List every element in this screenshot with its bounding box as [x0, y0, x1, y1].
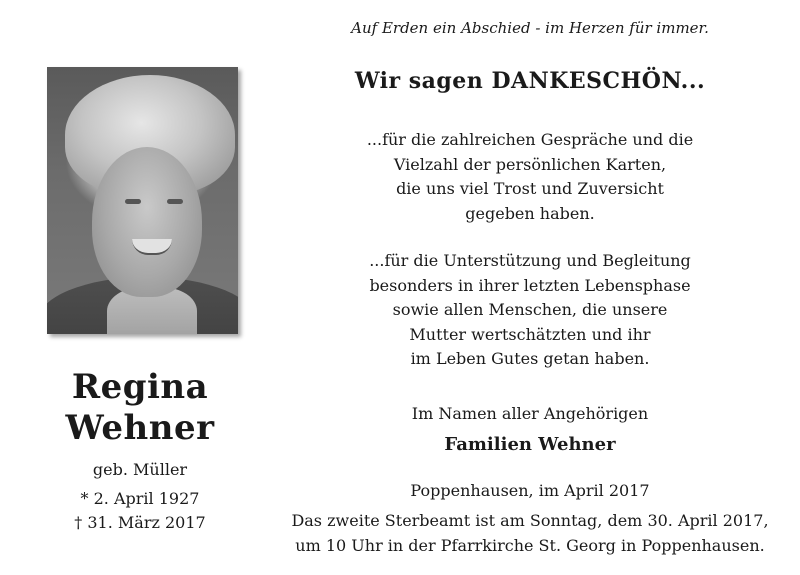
paragraph-line: besonders in ihrer letzten Lebensphase	[369, 275, 691, 295]
paragraph-line: die uns viel Trost und Zuversicht	[396, 179, 664, 198]
paragraph-line: gegeben haben.	[465, 203, 595, 223]
photo-eye-left	[125, 199, 141, 204]
birth-date: * 2. April 1927	[80, 489, 200, 508]
paragraph-line: sowie allen Menschen, die unsere	[392, 300, 668, 319]
motto: Auf Erden ein Abschied - im Herzen für immer.	[351, 19, 709, 37]
service-note-line-2: um 10 Uhr in der Pfarrkirche St. Georg in Poppenhausen.	[295, 536, 765, 555]
heading: Wir sagen DANKESCHÖN...	[354, 68, 706, 94]
death-date: † 31. März 2017	[74, 513, 206, 532]
paragraph-line: Mutter wertschätzten und ihr	[409, 324, 651, 344]
photo-eye-right	[167, 199, 183, 204]
thanks-paragraph-1	[270, 128, 790, 226]
last-name: Wehner	[65, 408, 215, 448]
paragraph-line: ...für die Unterstützung und Begleitung	[369, 251, 691, 270]
signature-intro: Im Namen aller Angehörigen	[411, 404, 649, 423]
thanks-paragraph-2	[270, 249, 790, 372]
paragraph-line: im Leben Gutes getan haben.	[410, 349, 650, 368]
portrait-photo	[47, 67, 238, 334]
paragraph-line: Vielzahl der persönlichen Karten,	[393, 154, 667, 174]
signature-family: Familien Wehner	[444, 434, 616, 455]
maiden-name: geb. Müller	[92, 460, 188, 479]
service-note-line-1: Das zweite Sterbeamt ist am Sonntag, dem 30. April 2017,	[291, 511, 769, 530]
paragraph-line: ...für die zahlreichen Gespräche und die	[366, 130, 694, 149]
photo-face-shape	[92, 147, 202, 297]
first-name: Regina	[71, 367, 209, 407]
place-date: Poppenhausen, im April 2017	[410, 481, 650, 500]
